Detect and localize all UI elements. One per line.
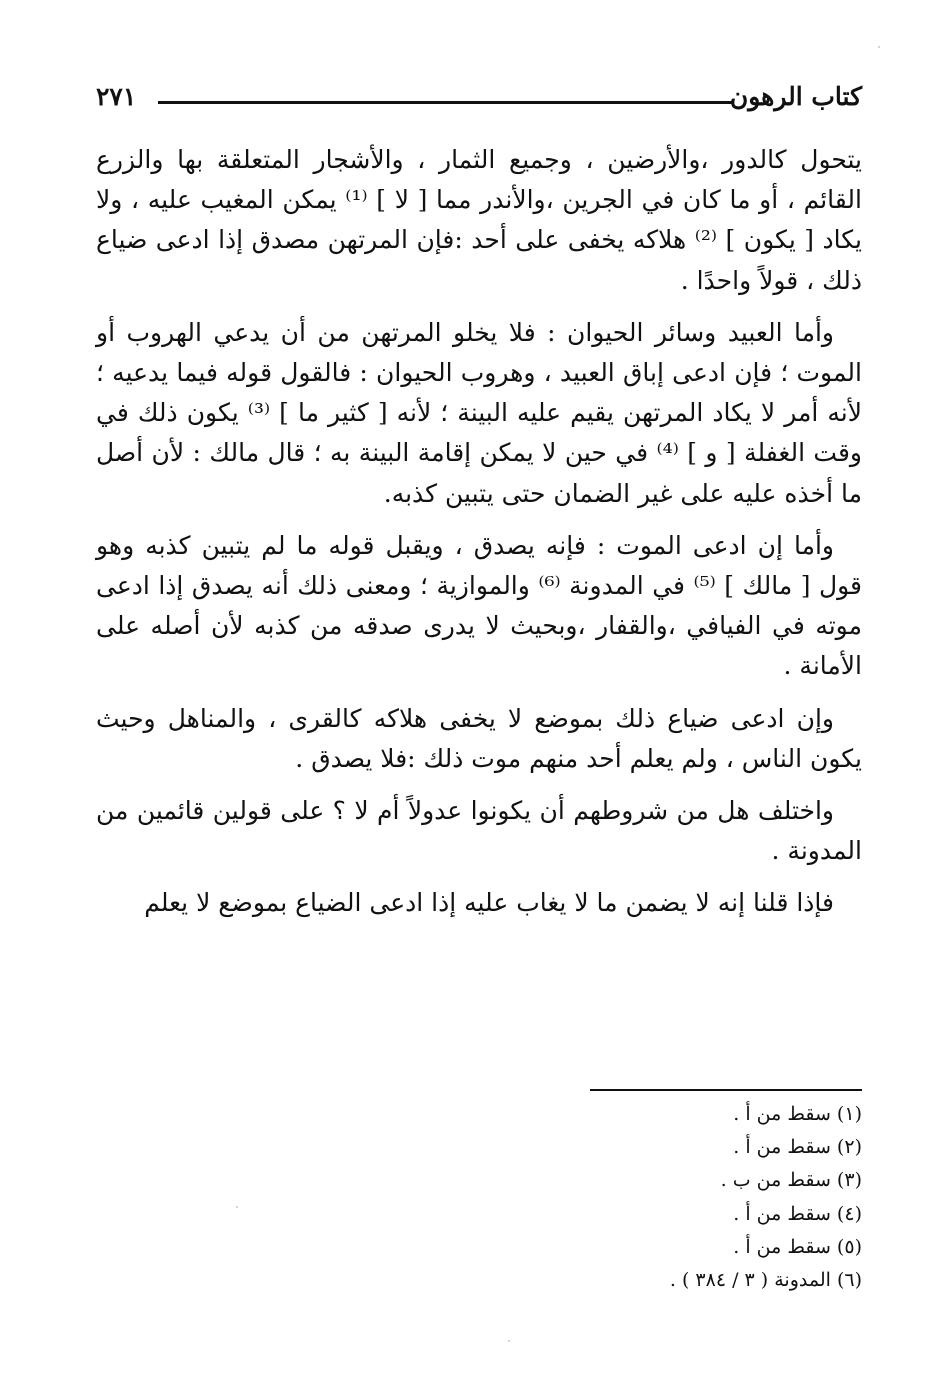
main-text	[96, 140, 862, 936]
paragraph: واختلف هل من شروطهم أن يكونوا عدولاً أم لا ؟ على قولين قائمين من المدونة .	[96, 796, 862, 866]
paragraph: وإن ادعى ضياع ذلك بموضع لا يخفى هلاكه كالقرى ، والمناهل وحيث يكون الناس ، ولم يعلم أحد منهم موت ذلك :فلا يصدق .	[96, 703, 862, 773]
scan-speck	[508, 1340, 510, 1342]
footnote: (٣) سقط من ب .	[720, 1169, 862, 1192]
scan-speck	[236, 1206, 238, 1208]
scan-speck	[878, 46, 880, 48]
footnotes	[362, 1098, 862, 1297]
page-number: ٢٧١	[96, 82, 137, 111]
paragraph: وأما إن ادعى الموت : فإنه يصدق ، ويقبل قوله ما لم يتبين كذبه وهو قول [ مالك ] ⁽⁵⁾ في المدونة ⁽⁶⁾ والموازية ؛ ومعنى ذلك أنه يصدق إذا ادعى موته في الفيافي ،والقفار ،وبحيث لا يدرى صدقه من كذبه لأن أصله على الأمانة .	[96, 530, 862, 681]
paragraph: يتحول كالدور ،والأرضين ، وجميع الثمار ، والأشجار المتعلقة بها والزرع القائم ، أو ما كان في الجرين ،والأندر مما [ لا ] ⁽¹⁾ يمكن المغيب عليه ، ولا يكاد [ يكون ] ⁽²⁾ هلاكه يخفى على أحد :فإن المرتهن مصدق إذا ادعى ضياع ذلك ، قولاً واحدًا .	[96, 145, 862, 295]
footnote: (٢) سقط من أ .	[733, 1136, 862, 1159]
footnote-separator	[590, 1089, 862, 1091]
running-header	[96, 78, 862, 120]
paragraph: وأما العبيد وسائر الحيوان : فلا يخلو المرتهن من أن يدعي الهروب أو الموت ؛ فإن ادعى إباق العبيد ، وهروب الحيوان : فالقول قوله فيما يدعيه ؛ لأنه أمر لا يكاد المرتهن يقيم عليه البينة ؛ لأنه [ كثير ما ] ⁽³⁾ يكون ذلك في وقت الغفلة [ و ] ⁽⁴⁾ في حين لا يمكن إقامة البينة به ؛ قال مالك : لأن أصل ما أخذه عليه على غير الضمان حتى يتبين كذبه.	[96, 317, 863, 508]
footnote: (١) سقط من أ .	[733, 1103, 862, 1125]
footnote: (٤) سقط من أ .	[733, 1202, 862, 1225]
footnote: (٦) المدونة ( ٣ / ٣٨٤ ) .	[669, 1269, 862, 1292]
header-rule	[158, 101, 734, 104]
paragraph: فإذا قلنا إنه لا يضمن ما لا يغاب عليه إذا ادعى الضياع بموضع لا يعلم	[144, 888, 834, 918]
chapter-title: كتاب الرهون	[729, 82, 862, 111]
footnote: (٥) سقط من أ .	[733, 1235, 862, 1258]
